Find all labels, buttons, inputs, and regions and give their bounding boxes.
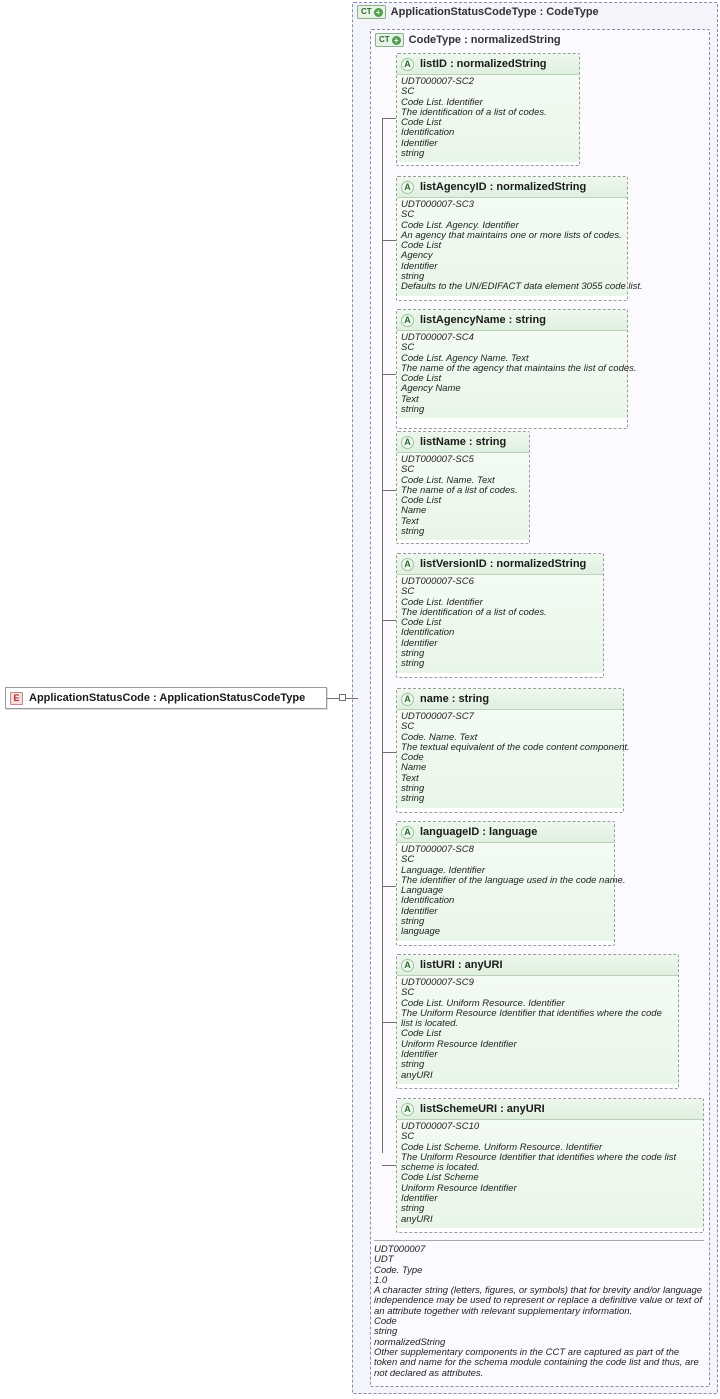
attribute-detail-line: string <box>401 648 425 660</box>
attribute-header[interactable] <box>397 54 579 75</box>
attribute-body <box>397 843 626 941</box>
attribute-detail-line: SC <box>401 987 415 999</box>
attribute-detail-line: string <box>401 783 425 795</box>
attribute-detail-line: Code List <box>401 373 442 385</box>
attribute-stub <box>382 620 396 621</box>
attribute-badge-icon: A <box>401 826 414 839</box>
attribute-detail-line: UDT000007-SC3 <box>401 199 474 210</box>
attribute-detail-line: Code List Scheme. Uniform Resource. Identifier <box>401 1141 603 1153</box>
attribute-stub <box>382 1165 396 1166</box>
attribute-box[interactable] <box>396 821 626 946</box>
doc-line: Code <box>374 1316 397 1328</box>
attribute-detail-line: Language <box>401 885 444 897</box>
attribute-title: listID : normalizedString <box>420 58 547 70</box>
attribute-detail-line: Text <box>401 772 419 784</box>
attribute-detail-line: The textual equivalent of the code content component. <box>401 741 630 753</box>
attribute-title: listSchemeURI : anyURI <box>420 1103 545 1115</box>
attribute-detail-line: Language. Identifier <box>401 864 485 876</box>
attribute-detail-line: string <box>401 916 425 928</box>
attribute-box[interactable] <box>396 954 679 1089</box>
attribute-detail-line: Uniform Resource Identifier <box>401 1038 517 1050</box>
attribute-title: listAgencyID : normalizedString <box>420 181 587 193</box>
attribute-body <box>397 575 603 673</box>
attribute-detail-line: The identification of a list of codes. <box>401 606 547 618</box>
attribute-detail-line: Code List. Identifier <box>401 596 483 608</box>
attribute-detail-line: Code List. Agency. Identifier <box>401 219 519 231</box>
attribute-detail-line: Identification <box>401 895 455 907</box>
attribute-detail-line: string <box>401 1059 425 1071</box>
type-documentation-block <box>374 1240 704 1379</box>
attribute-detail-line: Name <box>401 762 427 774</box>
attribute-box[interactable] <box>396 688 630 813</box>
attribute-badge-icon: A <box>401 181 414 194</box>
attribute-detail-line: string <box>401 148 425 160</box>
attribute-stub <box>382 752 396 753</box>
attribute-title: listName : string <box>420 436 507 448</box>
attribute-detail-line: Code List. Agency Name. Text <box>401 352 529 364</box>
attribute-detail-line: SC <box>401 1131 415 1143</box>
attribute-title: listURI : anyURI <box>420 959 503 971</box>
attribute-detail-line: anyURI <box>401 1069 433 1081</box>
attribute-detail-line: SC <box>401 586 415 598</box>
attribute-detail-line: SC <box>401 86 415 98</box>
doc-line: 1.0 <box>374 1274 388 1286</box>
attribute-detail-line: UDT000007-SC5 <box>401 454 474 465</box>
attribute-detail-line: SC <box>401 854 415 866</box>
attribute-badge-icon: A <box>401 693 414 706</box>
attribute-header[interactable] <box>397 554 603 575</box>
attribute-box[interactable] <box>396 553 604 678</box>
complex-type-badge-icon: CT + <box>357 5 386 19</box>
doc-line: string <box>374 1326 398 1338</box>
attribute-detail-line: string <box>401 658 425 670</box>
attribute-detail-line: The Uniform Resource Identifier that identifies where the code list scheme is located. <box>401 1151 677 1174</box>
doc-line: Code. Type <box>374 1264 423 1276</box>
attribute-detail-line: Uniform Resource Identifier <box>401 1182 517 1194</box>
attribute-detail-line: Text <box>401 393 419 405</box>
attribute-detail-line: Code List Scheme <box>401 1172 479 1184</box>
attribute-body <box>397 75 579 162</box>
attribute-detail-line: The identification of a list of codes. <box>401 106 547 118</box>
attribute-header[interactable] <box>397 955 678 976</box>
attribute-detail-line: Identifier <box>401 637 438 649</box>
attribute-title: name : string <box>420 693 490 705</box>
attribute-detail-line: Code List. Uniform Resource. Identifier <box>401 997 565 1009</box>
attribute-box[interactable] <box>396 1098 704 1233</box>
attribute-detail-line: string <box>401 1203 425 1215</box>
attribute-badge-icon: A <box>401 558 414 571</box>
attribute-detail-line: The identifier of the language used in the code name. <box>401 874 626 886</box>
attribute-detail-line: SC <box>401 209 415 221</box>
attribute-body <box>397 1120 703 1228</box>
attribute-box[interactable] <box>396 431 530 544</box>
attribute-detail-line: Identification <box>401 627 455 639</box>
attribute-detail-line: The name of a list of codes. <box>401 484 518 496</box>
attribute-detail-line: Text <box>401 515 419 527</box>
attribute-body <box>397 710 630 808</box>
attribute-badge-icon: A <box>401 1103 414 1116</box>
attribute-stub <box>382 118 396 119</box>
attribute-badge-icon: A <box>401 314 414 327</box>
attribute-detail-line: Identifier <box>401 905 438 917</box>
attribute-detail-line: anyURI <box>401 1213 433 1225</box>
attribute-detail-line: Code. Name. Text <box>401 731 478 743</box>
attribute-detail-line: Defaults to the UN/EDIFACT data element 3055 code list. <box>401 281 643 293</box>
attribute-detail-line: Code List. Name. Text <box>401 474 495 486</box>
attribute-detail-line: UDT000007-SC6 <box>401 576 474 587</box>
attribute-detail-line: Code List <box>401 495 442 507</box>
doc-line: A character string (letters, figures, or symbols) that for brevity and/or language independence may be used to represent or replace a definitive value or text of an attribute together with relevant supplementary information. <box>374 1285 703 1317</box>
root-element-label: ApplicationStatusCode : ApplicationStatusCodeType <box>29 692 306 704</box>
attribute-detail-line: Agency <box>401 250 433 262</box>
attribute-detail-line: Agency Name <box>401 383 461 395</box>
attribute-header[interactable] <box>397 1099 703 1120</box>
attribute-detail-line: SC <box>401 721 415 733</box>
attribute-detail-line: SC <box>401 342 415 354</box>
attribute-badge-icon: A <box>401 959 414 972</box>
attribute-detail-line: Identification <box>401 127 455 139</box>
attribute-detail-line: The name of the agency that maintains the list of codes. <box>401 362 637 374</box>
attribute-detail-line: Code List <box>401 617 442 629</box>
attribute-detail-line: string <box>401 526 425 538</box>
attribute-detail-line: UDT000007-SC9 <box>401 977 474 988</box>
attribute-detail-line: language <box>401 926 441 938</box>
attribute-detail-line: UDT000007-SC8 <box>401 844 474 855</box>
attribute-detail-line: Identifier <box>401 137 438 149</box>
attribute-detail-line: Code <box>401 752 424 764</box>
attribute-box[interactable] <box>396 53 580 166</box>
connector-line <box>346 698 358 699</box>
attribute-stub <box>382 886 396 887</box>
attribute-body <box>397 976 678 1084</box>
root-element-application-status-code[interactable] <box>5 687 327 709</box>
doc-line: UDT000007 <box>374 1244 426 1255</box>
attribute-body <box>397 198 643 296</box>
attribute-stub <box>382 240 396 241</box>
attribute-header[interactable] <box>397 177 627 198</box>
attribute-detail-line: UDT000007-SC7 <box>401 711 474 722</box>
attribute-detail-line: The Uniform Resource Identifier that identifies where the code list is located. <box>401 1007 662 1030</box>
attribute-title: languageID : language <box>420 826 538 838</box>
inner-container-title: CodeType : normalizedString <box>408 34 561 46</box>
attribute-detail-line: string <box>401 793 425 805</box>
doc-line: UDT <box>374 1254 394 1266</box>
attribute-header[interactable] <box>397 689 623 710</box>
attribute-detail-line: UDT000007-SC2 <box>401 76 474 87</box>
attribute-badge-icon: A <box>401 436 414 449</box>
attribute-detail-line: Code List <box>401 117 442 129</box>
attribute-spine <box>382 118 383 1153</box>
attribute-stub <box>382 374 396 375</box>
attribute-detail-line: An agency that maintains one or more lists of codes. <box>401 229 622 241</box>
complex-type-badge-icon: CT + <box>375 33 404 47</box>
attribute-stub <box>382 490 396 491</box>
attribute-detail-line: string <box>401 404 425 416</box>
attribute-header[interactable] <box>397 432 529 453</box>
attribute-header[interactable] <box>397 822 614 843</box>
attribute-title: listVersionID : normalizedString <box>420 558 587 570</box>
attribute-stub <box>382 1022 396 1023</box>
attribute-box[interactable] <box>396 176 643 301</box>
attribute-detail-line: Name <box>401 505 427 517</box>
attribute-detail-line: SC <box>401 464 415 476</box>
attribute-badge-icon: A <box>401 58 414 71</box>
attribute-detail-line: UDT000007-SC4 <box>401 332 474 343</box>
attribute-title: listAgencyName : string <box>420 314 546 326</box>
attribute-detail-line: UDT000007-SC10 <box>401 1121 480 1132</box>
connector-expand-box <box>339 694 346 701</box>
doc-line: normalizedString <box>374 1336 446 1348</box>
code-type-header[interactable] <box>375 31 561 49</box>
attribute-header[interactable] <box>397 310 627 331</box>
attribute-detail-line: Identifier <box>401 260 438 272</box>
attribute-box[interactable] <box>396 309 637 429</box>
connector-line <box>327 698 339 699</box>
attribute-detail-line: Identifier <box>401 1193 438 1205</box>
element-badge-icon: E <box>10 692 23 705</box>
attribute-detail-line: Code List. Identifier <box>401 96 483 108</box>
attribute-detail-line: Code List <box>401 240 442 252</box>
attribute-detail-line: Code List <box>401 1028 442 1040</box>
attribute-detail-line: string <box>401 271 425 283</box>
doc-line: Other supplementary components in the CCT are captured as part of the token and name for the schema module containing the code list and thus, are not declared as attributes. <box>374 1346 699 1379</box>
attribute-detail-line: Identifier <box>401 1049 438 1061</box>
application-status-code-type-header[interactable] <box>357 3 599 21</box>
attribute-body <box>397 453 529 540</box>
attribute-body <box>397 331 637 418</box>
outer-container-title: ApplicationStatusCodeType : CodeType <box>390 6 599 18</box>
